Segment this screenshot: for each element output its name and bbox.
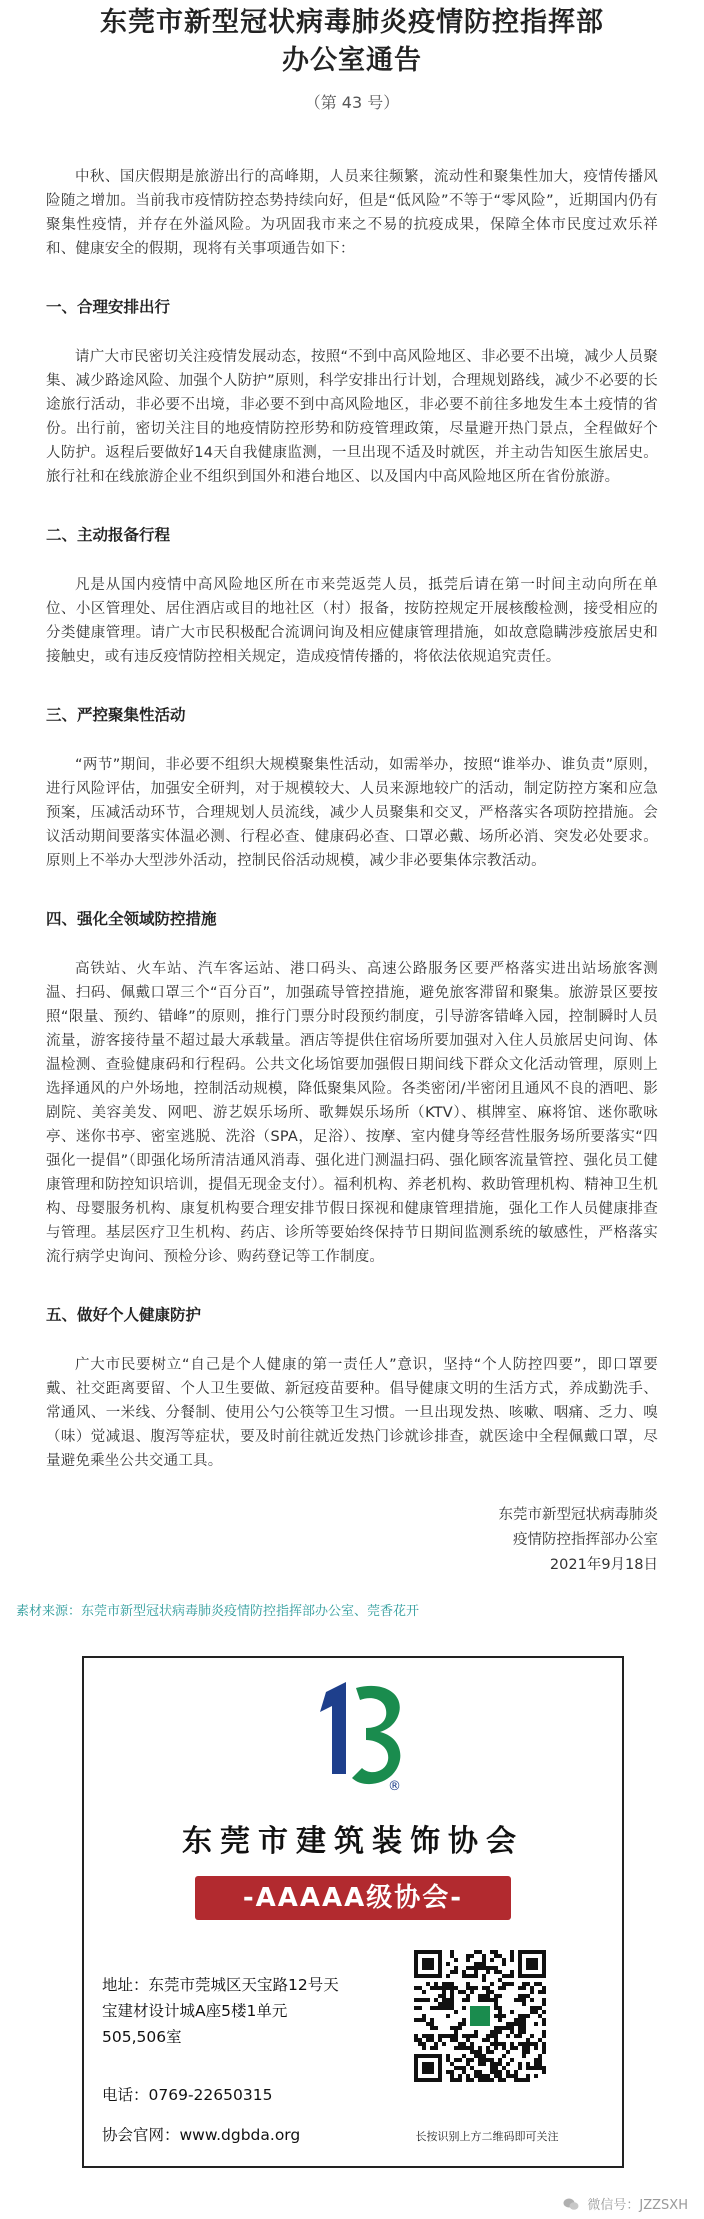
logo-13-icon bbox=[306, 1674, 416, 1794]
qr-code[interactable] bbox=[414, 1950, 546, 2082]
section-4-body: 高铁站、火车站、汽车客运站、港口码头、高速公路服务区要严格落实进出站场旅客测温、扫码、佩戴口罩三个“百分百”，加强疏导管控措施，避免旅客滞留和聚集。旅游景区要按照“限量、预约、错峰”的原则，推行门票分时段预约制度，引导游客错峰入园，控制瞬时人员流量，游客接待量不超过最大承载量。酒店等提供住宿场所要加强对入住人员旅居史问询、体温检测、查验健康码和行程码。公共文化场馆要加强假日期间线下群众文化活动管理，原则上选择通风的户外场地，控制活动规模，降低聚集风险。各类密闭/半密闭且通风不良的酒吧、影剧院、美容美发、网吧、游艺娱乐场所、歌舞娱乐场所（KTV）、棋牌室、麻将馆、迷你歌咏亭、迷你书亭、密室逃脱、洗浴（SPA，足浴）、按摩、室内健身等经营性服务场所要落实“四强化一提倡”（即强化场所清洁通风消毒、强化进门测温扫码、强化顾客流量管控、强化员工健康管理和防控知识培训，提倡无现金支付）。福利机构、养老机构、救助管理机构、精神卫生机构、母婴服务机构、康复机构要合理安排节假日探视和健康管理措施，强化工作人员健康排查与管理。基层医疗卫生机构、药店、诊所等要始终保持节日期间监测系统的敏感性，严格落实流行病学史询问、预检分诊、购药登记等工作制度。 bbox=[46, 961, 658, 1265]
association-logo bbox=[306, 1674, 416, 1794]
association-website: 协会官网：www.dgbda.org bbox=[102, 2126, 301, 2144]
section-3-body: “两节”期间，非必要不组织大规模聚集性活动，如需举办，按照“谁举办、谁负责”原则，进行风险评估，加强安全研判，对于规模较大、人员来源地较广的活动，制定防控方案和应急预案，压减活动环节，合理规划人员流线，减少人员聚集和交叉，严格落实各项防控措施。会议活动期间要落实体温必测、行程必查、健康码必查、口罩必戴、场所必消、突发必处要求。原则上不举办大型涉外活动，控制民俗活动规模，减少非必要集体宗教活动。 bbox=[46, 757, 658, 869]
svg-text:®: ® bbox=[388, 1779, 401, 1794]
section-2-heading: 二、主动报备行程 bbox=[46, 526, 171, 544]
association-address: 地址：东莞市莞城区天宝路12号天宝建材设计城A座5楼1单元505,506室 bbox=[102, 1976, 339, 2046]
qr-code-icon bbox=[414, 1950, 546, 2082]
section-2-body: 凡是从国内疫情中高风险地区所在市来莞返莞人员，抵莞后请在第一时间主动向所在单位、小区管理处、居住酒店或目的地社区（村）报备，按防控规定开展核酸检测，接受相应的分类健康管理。请广大市民积极配合流调问询及相应健康管理措施，如故意隐瞒涉疫旅居史和接触史，或有违反疫情防控相关规定，造成疫情传播的，将依法依规追究责任。 bbox=[46, 577, 658, 665]
section-1-body: 请广大市民密切关注疫情发展动态，按照“不到中高风险地区、非必要不出境，减少人员聚集、减少路途风险、加强个人防护”原则，科学安排出行计划，合理规划路线，减少不必要的长途旅行活动，非必要不出境，非必要不到中高风险地区，非必要不前往多地发生本土疫情的省份。出行前，密切关注目的地疫情防控形势和防疫管理政策，尽量避开热门景点，全程做好个人防护。返程后要做好14天自我健康监测，一旦出现不适及时就医，并主动告知医生旅居史。旅行社和在线旅游企业不组织到国外和港台地区、以及国内中高风险地区所在省份旅游。 bbox=[46, 349, 658, 485]
title-line-1: 东莞市新型冠状病毒肺炎疫情防控指挥部 bbox=[100, 7, 604, 38]
signature-block bbox=[46, 1503, 658, 1578]
section-4-heading: 四、强化全领域防控措施 bbox=[46, 910, 217, 928]
section-5-heading: 五、做好个人健康防护 bbox=[46, 1306, 202, 1324]
source-credit: 素材来源：东莞市新型冠状病毒肺炎疫情防控指挥部办公室、莞香花开 bbox=[16, 1604, 420, 1619]
wechat-icon bbox=[563, 2198, 579, 2211]
section-5-body: 广大市民要树立“自己是个人健康的第一责任人”意识，坚持“个人防控四要”，即口罩要戴、社交距离要留、个人卫生要做、新冠疫苗要种。倡导健康文明的生活方式，养成勤洗手、常通风、一米线、分餐制、使用公勺公筷等卫生习惯。一旦出现发热、咳嗽、咽痛、乏力、嗅（味）觉减退、腹泻等症状，要及时前往就近发热门诊就诊排查，就医途中全程佩戴口罩，尽量避免乘坐公共交通工具。 bbox=[46, 1357, 658, 1469]
title-line-2: 办公室通告 bbox=[282, 45, 422, 76]
association-ad bbox=[82, 1656, 624, 2168]
issue-number: （第 43 号） bbox=[304, 93, 400, 112]
signature-org-line-2: 疫情防控指挥部办公室 bbox=[513, 1532, 658, 1548]
section-3-heading: 三、严控聚集性活动 bbox=[46, 706, 186, 724]
association-telephone: 电话：0769-22650315 bbox=[102, 2086, 273, 2104]
wechat-watermark bbox=[563, 2194, 688, 2213]
qr-caption: 长按识别上方二维码即可关注 bbox=[415, 2130, 559, 2143]
signature-date: 2021年9月18日 bbox=[549, 1557, 658, 1573]
section-1-heading: 一、合理安排出行 bbox=[46, 298, 171, 316]
notice-title bbox=[0, 0, 704, 80]
association-name: 东莞市建筑装饰协会 bbox=[182, 1824, 524, 1859]
wechat-id: 微信号：JZZSXH bbox=[587, 2198, 688, 2213]
notice-body bbox=[0, 165, 704, 1578]
grade-banner: -AAAAA级协会- bbox=[195, 1876, 511, 1920]
signature-org-line-1: 东莞市新型冠状病毒肺炎 bbox=[498, 1507, 658, 1523]
intro-paragraph: 中秋、国庆假期是旅游出行的高峰期，人员来往频繁，流动性和聚集性加大，疫情传播风险随之增加。当前我市疫情防控态势持续向好，但是“低风险”不等于“零风险”，近期国内仍有聚集性疫情，并存在外溢风险。为巩固我市来之不易的抗疫成果，保障全体市民度过欢乐祥和、健康安全的假期，现将有关事项通告如下： bbox=[46, 169, 658, 257]
